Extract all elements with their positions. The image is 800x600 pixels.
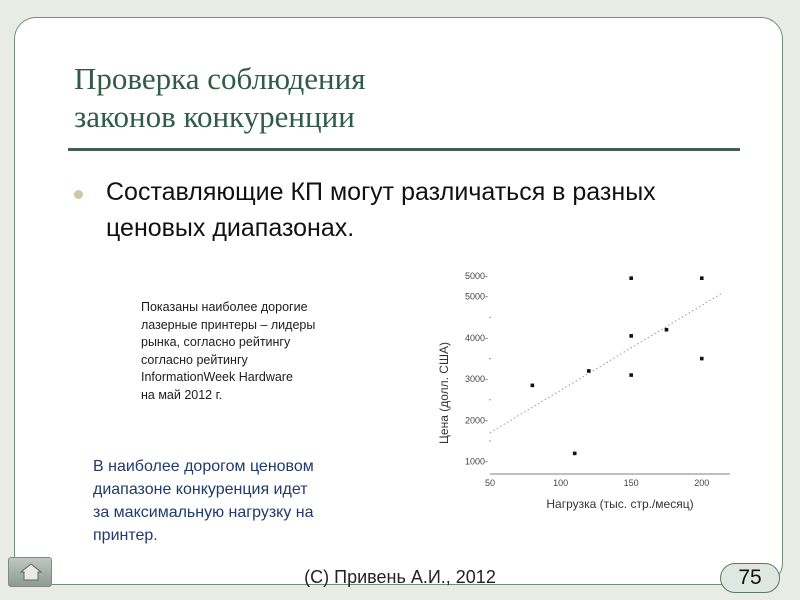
data-point [700,276,704,280]
chart-note [141,299,381,404]
title-divider [68,148,740,151]
data-point [587,369,591,373]
y-tick-label: 3000- [464,374,488,385]
conclusion-line: за максимальную нагрузку на [93,504,314,521]
title-line-1: Проверка соблюдения [74,61,366,96]
y-minor-tick [489,399,490,400]
y-minor-tick [489,440,490,441]
x-tick-label: 100 [553,478,569,488]
y-minor-tick [489,317,490,318]
trend-line [490,293,723,433]
x-axis-label: Нагрузка (тыс. стр./месяц) [546,497,694,511]
footer-copyright: (С) Привень А.И., 2012 [304,567,496,587]
data-point [665,328,669,332]
y-tick-label: 1000- [464,456,488,467]
conclusion-line: диапазоне конкуренция идет [93,481,308,498]
bullet-text: Составляющие КП могут различаться в разных ценовых диапазонах. [106,178,656,242]
x-tick-label: 50 [484,478,496,488]
data-point [629,276,633,280]
y-axis-label: Цена (долл. США) [437,342,451,444]
home-icon [20,563,42,581]
page-number-badge: 75 [720,563,780,593]
home-button[interactable] [8,557,52,587]
conclusion-text [93,455,393,547]
data-point [531,384,535,388]
note-line: InformationWeek Hardware [141,370,293,384]
conclusion-line: принтер. [93,527,158,544]
conclusion-line: В наиболее дорогом ценовом [93,458,314,475]
title-line-2: законов конкуренции [74,99,355,134]
note-line: согласно рейтингу [141,352,248,367]
x-tick-label: 200 [694,478,710,488]
data-point [573,452,577,456]
y-tick-label: 5000- [464,271,488,282]
data-point [629,334,633,338]
note-line: рынка, согласно рейтингу [141,335,291,349]
x-tick-label: 150 [623,478,639,488]
y-tick-label: 2000- [464,415,488,426]
y-minor-tick [489,358,490,359]
data-point [700,357,704,361]
bullet-marker [74,190,83,199]
note-line: на май 2012 г. [141,387,223,402]
y-tick-label: 4000- [464,332,488,343]
note-line: Показаны наиболее дорогие [141,300,308,314]
slide-title [74,60,714,136]
data-point [629,373,633,377]
y-tick-label: 5000- [464,291,488,302]
note-line: лазерные принтеры – лидеры [141,317,316,332]
scatter-chart [430,262,750,522]
